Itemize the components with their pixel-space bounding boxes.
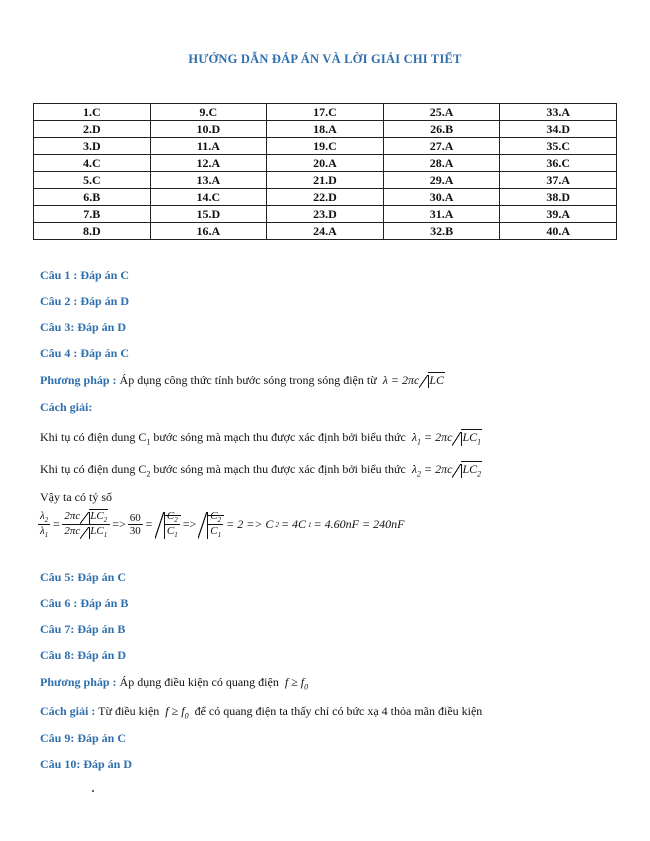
answer-cell: 25.A [383, 104, 500, 121]
khi-1-sub: 1 [146, 437, 151, 447]
answer-cell: 8.D [34, 223, 151, 240]
phuong-phap-2-label: Phương pháp : [40, 675, 117, 689]
answer-cell: 38.D [500, 189, 617, 206]
answer-cell: 9.C [150, 104, 267, 121]
cau-10-answer: Câu 10: Đáp án D [40, 757, 133, 771]
eq-result-2: = 4C [280, 517, 307, 532]
cau-8-answer: Câu 8: Đáp án D [40, 648, 127, 662]
khi-1-line [40, 430, 482, 446]
cach-giai-2-text-1: Từ điều kiện [98, 704, 160, 718]
answer-row [34, 155, 617, 172]
answer-cell: 15.D [150, 206, 267, 223]
answer-cell: 27.A [383, 138, 500, 155]
answer-cell: 31.A [383, 206, 500, 223]
answer-cell: 7.B [34, 206, 151, 223]
page-title: HƯỚNG DẪN ĐÁP ÁN VÀ LỜI GIẢI CHI TIẾT [188, 52, 462, 66]
answer-cell: 28.A [383, 155, 500, 172]
formula-lambda-1: $\lambda_1 = 2\pi c$ $LC_1$ [408, 430, 482, 447]
cau-1-answer: Câu 1 : Đáp án C [40, 268, 130, 282]
answer-cell: 24.A [267, 223, 384, 240]
eq-num-60: 60 [129, 512, 141, 525]
answer-cell: 32.B [383, 223, 500, 240]
answer-cell: 20.A [267, 155, 384, 172]
answer-cell: 10.D [150, 121, 267, 138]
answer-row [34, 172, 617, 189]
answer-cell: 21.D [267, 172, 384, 189]
answer-cell: 19.C [267, 138, 384, 155]
answer-cell: 11.A [150, 138, 267, 155]
answer-row [34, 138, 617, 155]
ratio-equation: $\frac{\lambda_2}{\lambda_1}$ = $\frac{2\pi c LC_2}{2\pi c LC_1}$ => $\frac{60}{30}$ = $\frac{C_2}{C_1}$ => $\frac{C_2}{C_1}$ = 2 => C 2 = 4C 1 = 4.60nF = 240nF [40, 510, 405, 540]
answer-row [34, 104, 617, 121]
answer-row [34, 121, 617, 138]
phuong-phap-2-text: Áp dụng điều kiện có quang điện [119, 675, 279, 689]
cach-giai-label: Cách giải: [40, 400, 93, 414]
answer-cell: 16.A [150, 223, 267, 240]
cau-6-answer: Câu 6 : Đáp án B [40, 596, 129, 610]
cau-2-answer: Câu 2 : Đáp án D [40, 294, 130, 308]
khi-1-text: Khi tụ có điện dung C [40, 430, 147, 444]
khi-1-rest: bước sóng mà mạch thu được xác định bởi biểu thức [153, 430, 406, 444]
answer-cell: 2.D [34, 121, 151, 138]
answer-cell: 23.D [267, 206, 384, 223]
answer-cell: 6.B [34, 189, 151, 206]
stray-dot [92, 790, 94, 792]
answer-row [34, 223, 617, 240]
phuong-phap-1 [40, 373, 445, 388]
answer-cell: 1.C [34, 104, 151, 121]
eq-den-30: 30 [129, 525, 141, 538]
khi-2-text: Khi tụ có điện dung C [40, 462, 147, 476]
answer-cell: 22.D [267, 189, 384, 206]
cau-7-answer: Câu 7: Đáp án B [40, 622, 126, 636]
phuong-phap-1-label: Phương pháp : [40, 373, 117, 387]
vay-line: Vậy ta có tỷ số [40, 490, 112, 504]
answer-cell: 17.C [267, 104, 384, 121]
answer-cell: 30.A [383, 189, 500, 206]
cau-4-answer: Câu 4 : Đáp án C [40, 346, 130, 360]
khi-2-line [40, 462, 482, 478]
answer-cell: 5.C [34, 172, 151, 189]
eq-result-3: = 4.60nF = 240nF [313, 517, 405, 532]
answer-cell: 26.B [383, 121, 500, 138]
cach-giai-2-label: Cách giải : [40, 704, 96, 718]
formula-lambda: λ = 2πc LC [379, 373, 445, 387]
answer-cell: 18.A [267, 121, 384, 138]
phuong-phap-2 [40, 675, 308, 691]
cach-giai-2 [40, 704, 482, 720]
answer-cell: 33.A [500, 104, 617, 121]
formula-lambda-2: $\lambda_2 = 2\pi c$ $LC_2$ [408, 462, 482, 479]
khi-2-rest: bước sóng mà mạch thu được xác định bởi biểu thức [153, 462, 406, 476]
answer-cell: 36.C [500, 155, 617, 172]
answer-cell: 29.A [383, 172, 500, 189]
answer-row [34, 189, 617, 206]
cau-3-answer: Câu 3: Đáp án D [40, 320, 127, 334]
phuong-phap-1-text: Áp dụng công thức tính bước sóng trong sóng điện từ [119, 373, 377, 387]
cach-giai-2-text-2: để có quang điện ta thấy chỉ có bức xạ 4 thỏa mãn điều kiện [194, 704, 483, 718]
answer-cell: 13.A [150, 172, 267, 189]
cau-5-answer: Câu 5: Đáp án C [40, 570, 127, 584]
formula-f-condition-2: $f \ge f_0$ [162, 704, 189, 721]
answer-cell: 40.A [500, 223, 617, 240]
cau-9-answer: Câu 9: Đáp án C [40, 731, 127, 745]
answer-cell: 35.C [500, 138, 617, 155]
answer-cell: 4.C [34, 155, 151, 172]
answer-cell: 34.D [500, 121, 617, 138]
khi-2-sub: 2 [146, 469, 151, 479]
answer-cell: 39.A [500, 206, 617, 223]
eq-result-1: = 2 => C [226, 517, 274, 532]
answer-cell: 12.A [150, 155, 267, 172]
answer-table [33, 103, 617, 240]
answer-row [34, 206, 617, 223]
answer-cell: 3.D [34, 138, 151, 155]
formula-f-condition: $f \ge f_0$ [281, 675, 309, 692]
answer-cell: 14.C [150, 189, 267, 206]
answer-cell: 37.A [500, 172, 617, 189]
